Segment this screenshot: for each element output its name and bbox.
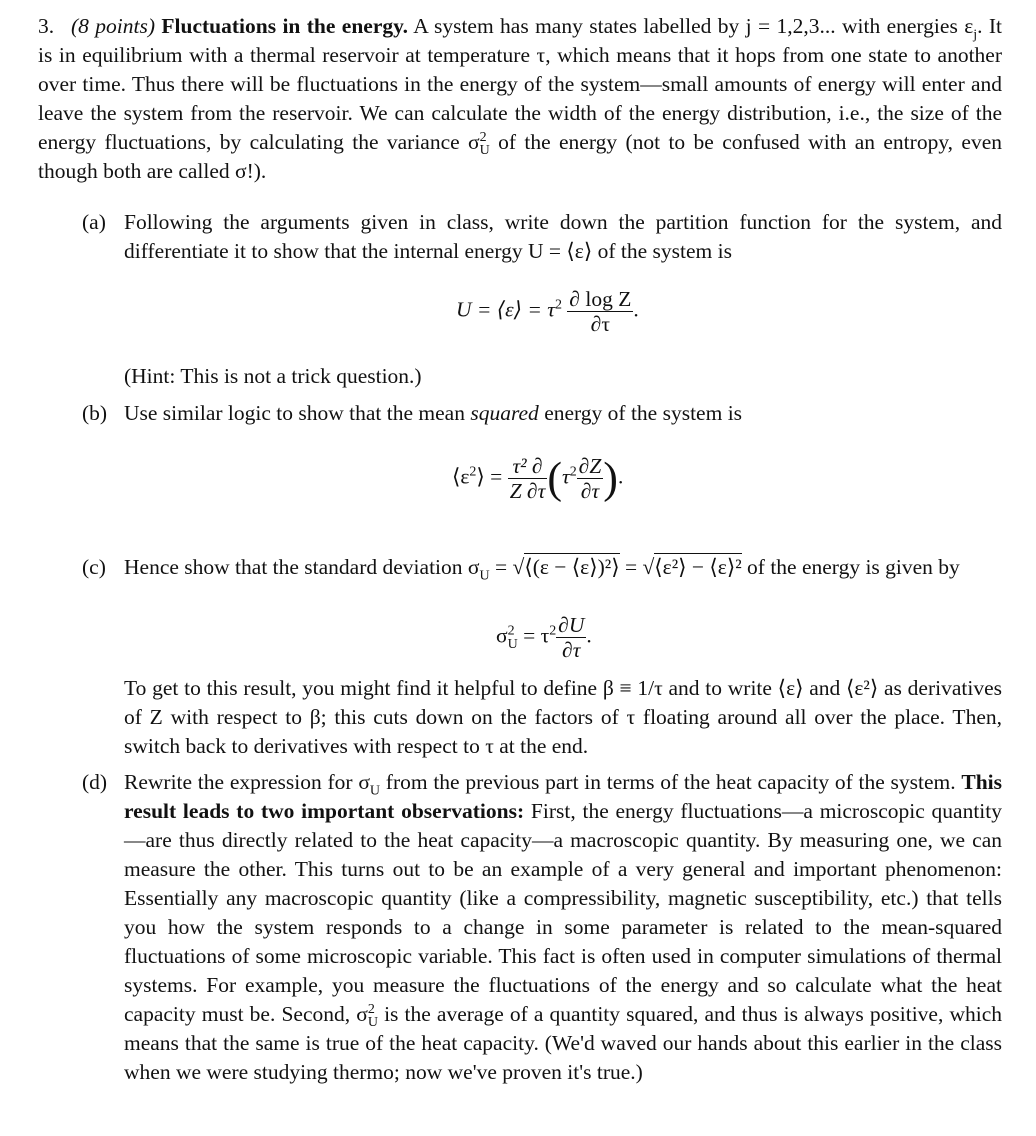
part-c-sqrt-2: ⟨ε²⟩ − ⟨ε⟩²	[654, 555, 742, 579]
eq-a-fraction	[567, 287, 633, 336]
eq-a-sup: 2	[555, 297, 562, 313]
part-d	[82, 768, 1002, 1087]
part-c-sub: U	[479, 568, 490, 584]
eq-c-mid-sup: 2	[549, 623, 557, 639]
part-b-text-1: Use similar logic to show that the mean	[124, 401, 471, 425]
eq-b-inner-sup: 2	[569, 464, 577, 480]
part-d-var-sup: 2	[367, 1001, 375, 1017]
eq-a-denominator: ∂τ	[590, 312, 610, 336]
part-c-text-2: =	[489, 555, 513, 579]
part-d-text-4: is the average of a quantity squared, and thus is always positive, which means that the same is true of the heat capacity. (We'd waved our hands about this earlier in the class when we were studying thermo; now we've proven it's true.)	[124, 1002, 1002, 1084]
eq-c-denominator: ∂τ	[562, 638, 581, 662]
part-d-var-sub: U	[367, 1015, 378, 1031]
equation-b	[452, 454, 623, 503]
eq-c-fraction	[556, 613, 586, 662]
part-d-text	[124, 768, 1002, 1087]
part-a	[82, 208, 1002, 266]
part-c	[82, 553, 1002, 582]
intro-var-sub: U	[479, 143, 490, 159]
equation-c	[496, 613, 592, 662]
eq-a-end: .	[633, 297, 639, 322]
intro-sub: j	[973, 27, 978, 43]
eq-b-inner-num: ∂Z	[578, 454, 602, 478]
part-c-text: Hence show that the standard deviation $\sigma_U$ = √⟨(ε − ⟨ε⟩)²⟩ = √⟨ε²⟩ − ⟨ε⟩² of the energy is given by	[124, 555, 960, 584]
eq-b-lhs-sup: 2	[469, 464, 477, 480]
eq-c-mid: = τ	[517, 623, 550, 648]
eq-c-lhs: σ	[496, 623, 508, 648]
part-c-continuation: To get to this result, you might find it helpful to define β ≡ 1/τ and to write ⟨ε⟩ and ⟨ε²⟩ as derivatives of Z with respect to β; this cuts down on the factors of τ floating around all over the place. Then, switch back to derivatives with respect to τ at the end.	[124, 676, 1002, 758]
part-b-text	[124, 399, 1002, 428]
part-c-text-4: of the energy is given by	[741, 555, 960, 579]
problem-points: (8 points)	[71, 14, 156, 38]
eq-c-lhs-sub: U	[507, 636, 518, 652]
part-a-label: (a)	[82, 210, 106, 234]
part-d-bold: This result leads to two important observations:	[124, 770, 1002, 823]
intro-var-sup: 2	[479, 129, 487, 145]
eq-c-end: .	[586, 623, 592, 648]
part-b	[82, 399, 1002, 428]
intro-text-3: of the energy (not to be confused with an entropy, even though both are called σ!).	[38, 130, 1002, 183]
eq-a-lhs: U = ⟨ε⟩ = τ	[456, 297, 555, 322]
intro-text-1: A system has many states labelled by j = 1,2,3... with energies ε	[413, 14, 974, 38]
part-d-text-3: First, the energy fluctuations—a microscopic quantity—are thus directly related to the heat capacity—a macroscopic quantity. By measuring one, we can measure the other. This turns out to be an example of a very general and important phenomenon: Essentially any macroscopic quantity (like a compressibility, magnetic susceptibility, etc.) that tells you how the system responds to a change in some parameter is related to the mean-squared fluctuations of some microscopic variable. This fact is often used in computer simulations of thermal systems. For example, you measure the fluctuations of the energy and so calculate what the heat capacity must be. Second, σ	[124, 799, 1003, 1026]
part-a-hint: (Hint: This is not a trick question.)	[124, 364, 422, 388]
part-c-sqrt-1: ⟨(ε − ⟨ε⟩)²⟩	[524, 555, 620, 579]
part-c-text-3: =	[619, 555, 643, 579]
eq-b-end: .	[617, 464, 624, 489]
part-d-text-2: from the previous part in terms of the heat capacity of the system.	[380, 770, 962, 794]
problem-intro	[38, 12, 1002, 186]
problem-number: 3.	[38, 14, 55, 38]
eq-b-inner: τ	[562, 464, 570, 489]
eq-b-frac-num: τ² ∂	[508, 454, 548, 479]
part-b-label: (b)	[82, 401, 108, 425]
part-b-emph: squared	[470, 401, 539, 425]
eq-b-inner-den: ∂τ	[580, 479, 600, 503]
eq-b-lhs: ⟨ε	[452, 464, 470, 489]
intro-text-2: . It is in equilibrium with a thermal reservoir at temperature τ, which means that it hops from one state to another over time. Thus there will be fluctuations in the energy of the system—small amounts of energy will enter and leave the system from the reservoir. We can calculate the width of the energy distribution, i.e., the size of the energy fluctuations, by calculating the variance σ	[38, 14, 1003, 154]
eq-a-numerator: ∂ log Z	[569, 287, 632, 311]
equation-a	[456, 287, 639, 336]
eq-b-right-paren: )	[603, 453, 618, 503]
eq-c-lhs-sup: 2	[507, 623, 515, 639]
eq-b-inner-fraction	[577, 454, 604, 503]
part-d-text-1: Rewrite the expression for σ	[124, 770, 370, 794]
part-a-text: Following the arguments given in class, write down the partition function for the system, and differentiate it to show that the internal energy U = ⟨ε⟩ of the system is	[124, 210, 1002, 263]
eq-b-lhs-end: ⟩ =	[476, 464, 503, 489]
part-d-sub: U	[369, 783, 381, 799]
eq-c-numerator: ∂U	[558, 613, 585, 637]
eq-b-left-paren: (	[547, 453, 562, 503]
part-b-text-2: energy of the system is	[538, 401, 743, 425]
part-d-label: (d)	[82, 770, 108, 794]
eq-b-fraction	[508, 454, 548, 503]
problem-title: Fluctuations in the energy.	[161, 14, 409, 38]
part-c-label: (c)	[82, 555, 106, 579]
eq-b-frac-den: Z ∂τ	[509, 479, 546, 503]
part-c-text-1: Hence show that the standard deviation σ	[124, 555, 480, 579]
